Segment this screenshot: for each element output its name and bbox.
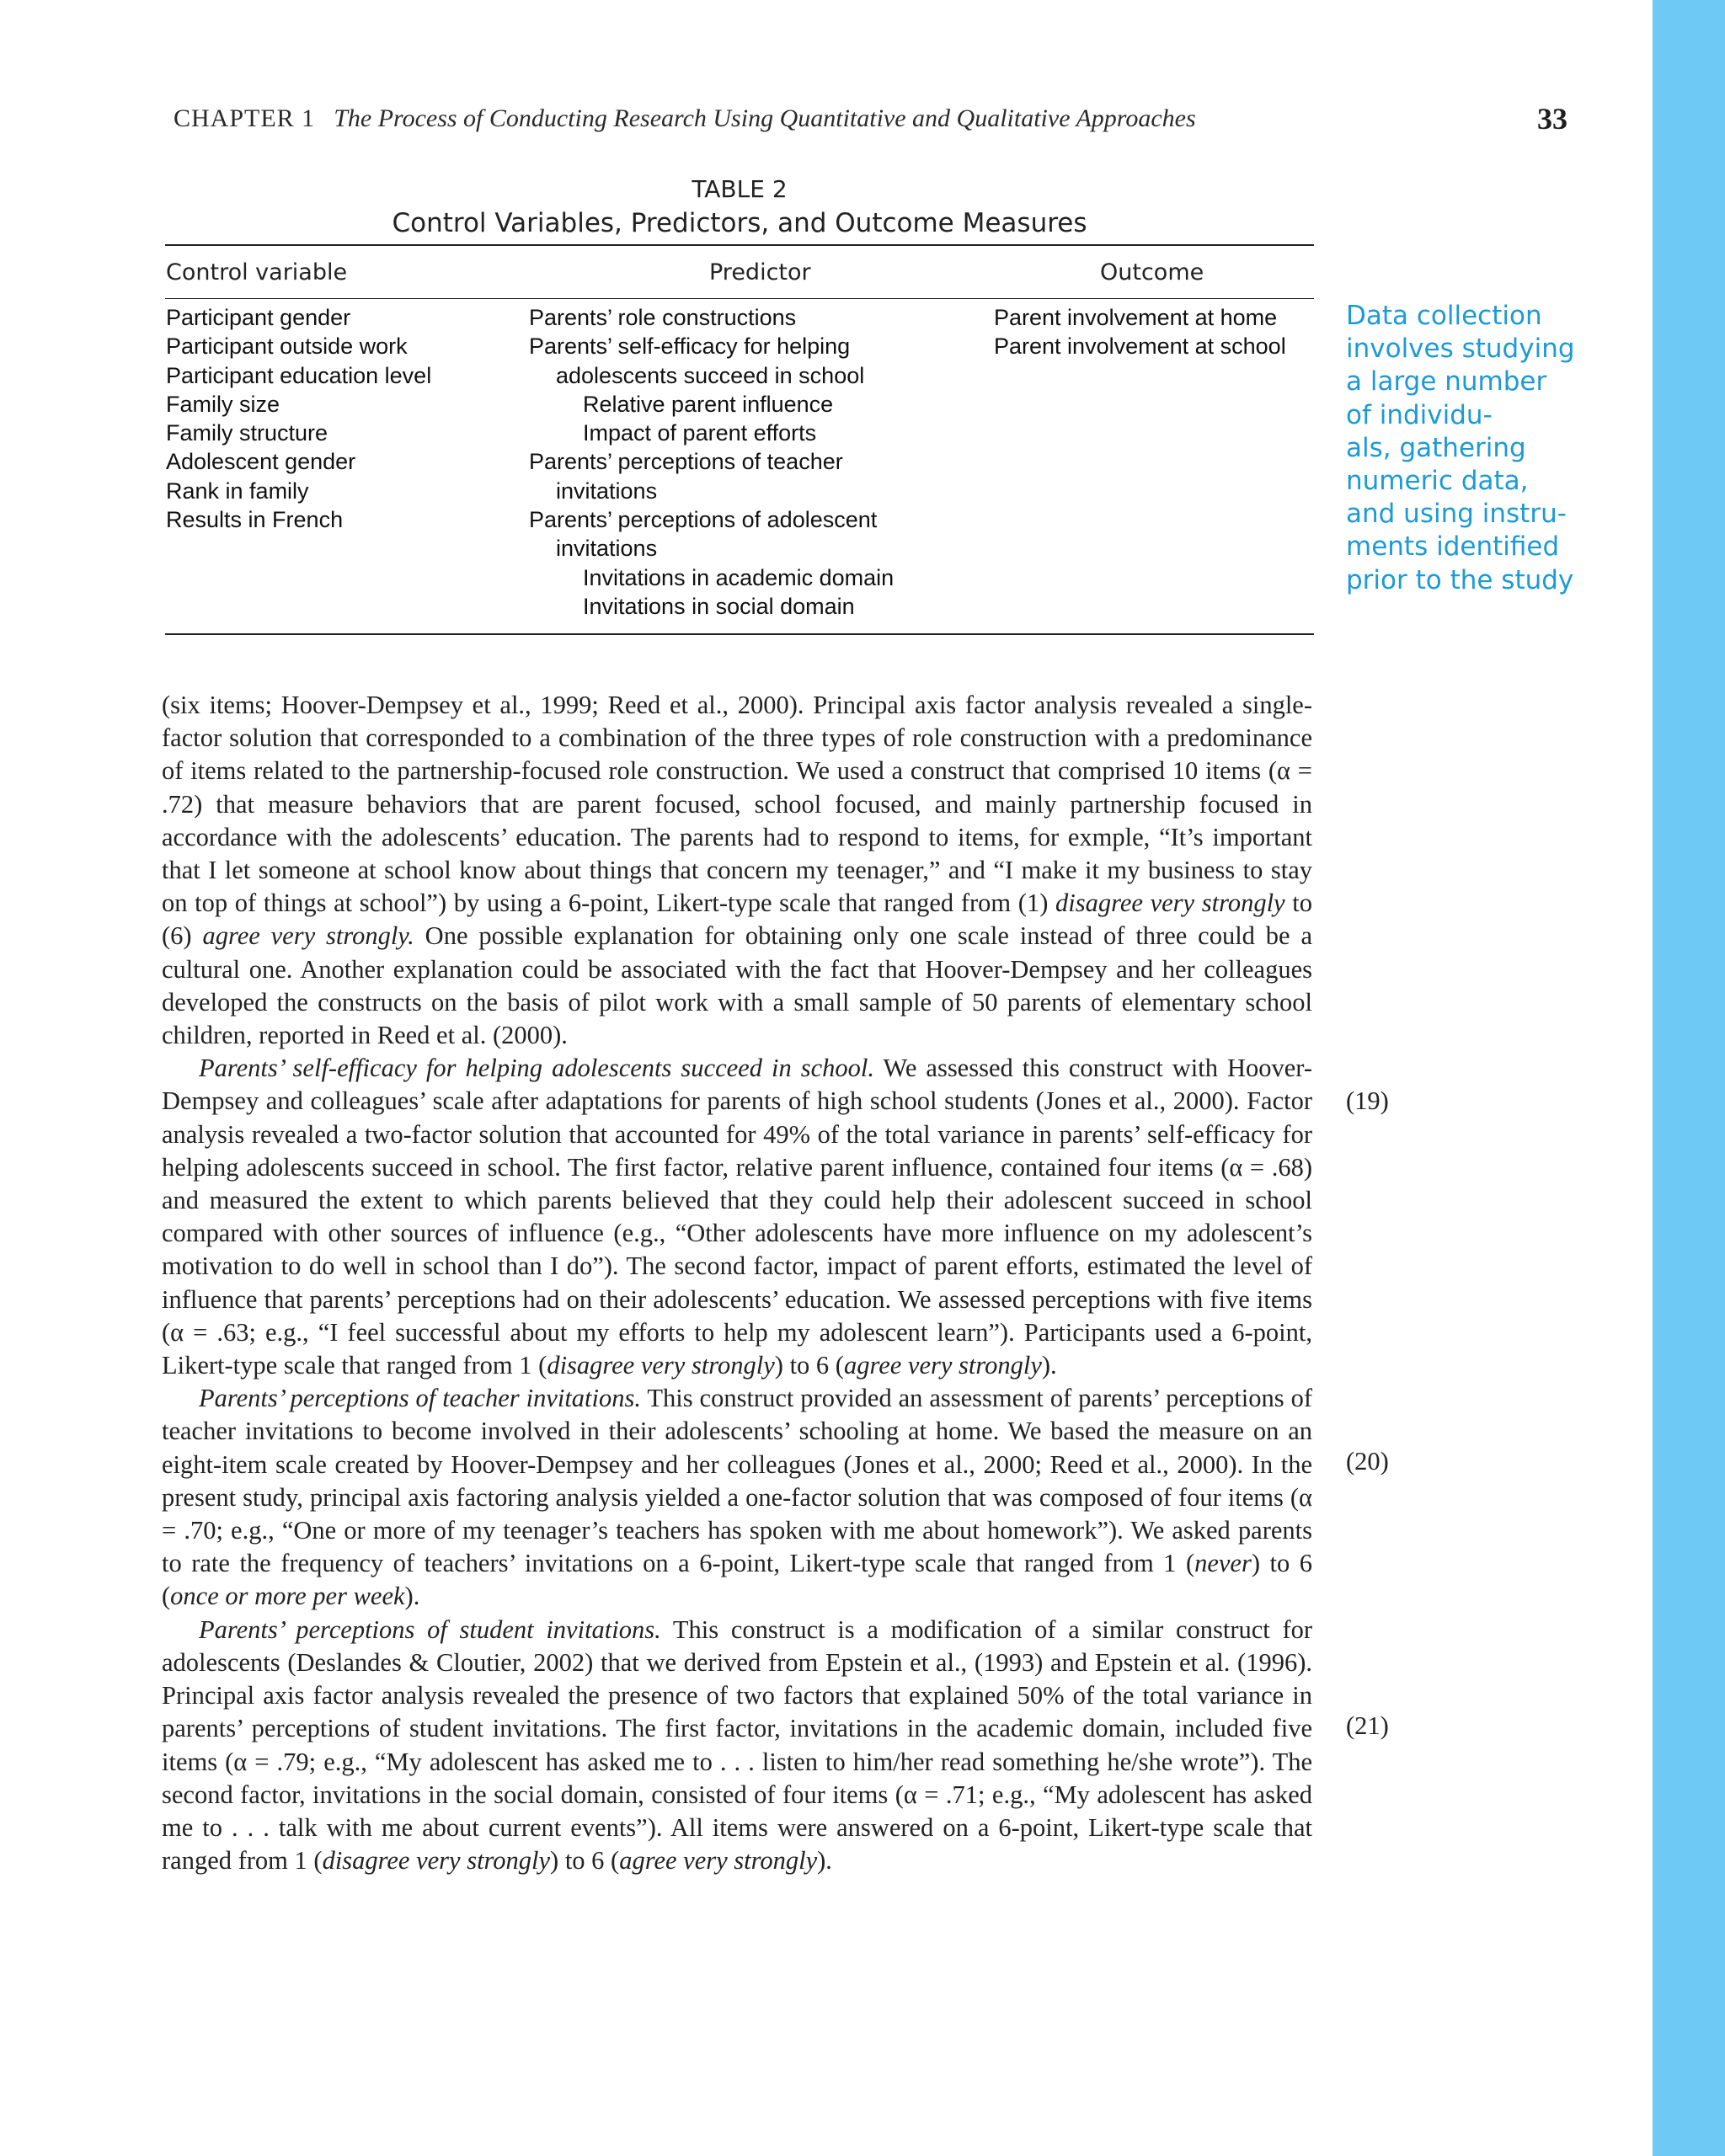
table-cell: adolescents succeed in school [556,362,865,388]
margin-note-line: a large number [1346,366,1547,398]
paragraph-text: One possible explanation for obtaining only one scale instead of three could be a cultural one. Another explanation could be associated with the fact that Hoover-Dempsey and her colleagues developed the constructs on the basis of pilot work with a small sample of 50 parents of elementary school children, reported in Reed et al. (2000). [162,921,1312,1050]
paragraph-number-21: (21) [1346,1711,1389,1740]
table-cell: Parent involvement at school [994,334,1286,360]
chapter-title: The Process of Conducting Research Using Quantitative and Qualitative Approaches [334,104,1196,132]
table-caption [165,173,1314,241]
paragraph-text: to (6) [162,889,1313,951]
paragraph-text: ) to 6 ( [550,1846,620,1876]
table-cell: Parents’ perceptions of teacher [529,449,843,475]
paragraph-teacher-invitations [162,1382,1312,1613]
italic-text: agree very strongly [619,1846,818,1876]
paragraph-text: ). [404,1582,420,1611]
table-cell: Relative parent influence [583,391,834,417]
paragraph-self-efficacy [162,1052,1312,1382]
page-edge-color-strip [1653,0,1725,2156]
column-header-control-variable: Control variable [166,259,348,286]
table-cell: Rank in family [166,478,309,504]
paragraph-heading: Parents’ perceptions of teacher invitations. [199,1384,642,1413]
body-text [162,689,1312,1877]
paragraph-heading: Parents’ self-efficacy for helping adolescents succeed in school. [199,1054,874,1083]
chapter-label: CHAPTER 1 [174,104,316,132]
table-top-rule [165,244,1314,246]
margin-note-line: ments identified [1346,531,1560,563]
table-bottom-rule [165,633,1314,635]
running-head [174,104,1353,138]
paragraph-text: (six items; Hoover-Dempsey et al., 1999; Reed et al., 2000). Principal axis factor analysis revealed a single-factor solution that corresponded to a combination of the three types of role construction with a predominance of items related to the partnership-focused role construction. We used a construct that comprised 10 items (α = .72) that measure behaviors that are parent focused, school focused, and mainly partnership focused in accordance with the adolescents’ education. The parents had to respond to items, for exmple, “It’s important that I let someone at school know about things that concern my teenager,” and “I make it my business to stay on top of things at school”) by using a 6-point, Likert-type scale that ranged from (1) [162,691,1312,918]
italic-text: agree very strongly [843,1351,1042,1380]
table-cell: Participant education level [166,362,432,388]
italic-text: once or more per week [170,1582,405,1611]
page-number: 33 [1537,102,1567,136]
table-cell: Invitations in academic domain [583,564,895,590]
margin-note-line: of individu- [1346,399,1493,430]
paragraph-number-20: (20) [1346,1447,1389,1476]
table-cell: Participant outside work [166,334,408,360]
table-cell: Parent involvement at home [994,305,1278,330]
paragraph-text: This construct provided an assessment of parents’ perceptions of teacher invitations to become involved in their adolescents’ schooling at home. We based the measure on an eight-item scale created by Hoover-Dempsey and her colleagues (Jones et al., 2000; Reed et al., 2000). In the present study, principal axis factoring analysis yielded a one-factor solution that was composed of four items (α = .70; e.g., “One or more of my teenager’s teachers has spoken with me about homework”). We asked parents to rate the frequency of teachers’ invitations on a 6-point, Likert-type scale that ranged from 1 ( [162,1384,1312,1578]
column-header-outcome: Outcome [1100,259,1204,286]
column-header-predictor: Predictor [709,259,811,286]
paragraph-text: This construct is a modification of a similar construct for adolescents (Deslandes & Cloutier, 2002) that we derived from Epstein et al., (1993) and Epstein et al. (1996). Principal axis factor analysis revealed the presence of two factors that explained 50% of the total variance in parents’ perceptions of student invitations. The first factor, invitations in the academic domain, included five items (α = .79; e.g., “My adolescent has asked me to . . . listen to him/her read something he/she wrote”). The second factor, invitations in the social domain, consisted of four items (α = .71; e.g., “My adolescent has asked me to . . . talk with me about current events”). All items were answered on a 6-point, Likert-type scale that ranged from 1 ( [162,1614,1313,1876]
table-header-rule [165,298,1314,299]
margin-note-line: prior to the study [1346,564,1574,595]
margin-note-line: involves studying [1346,334,1575,365]
table-cell: invitations [556,536,658,562]
table-cell: Family structure [166,420,328,446]
paragraph-text: ) to 6 ( [774,1351,844,1380]
table-cell: Family size [166,391,280,417]
margin-note-line: als, gathering [1346,432,1526,463]
table-title: Control Variables, Predictors, and Outcome Measures [392,208,1087,238]
table-cell: Invitations in social domain [583,593,855,619]
paragraph-text: ). [817,1846,832,1876]
paragraph-role-constructions [162,689,1312,1052]
italic-text: never [1194,1549,1252,1578]
table-number: TABLE 2 [692,175,788,203]
italic-text: disagree very strongly [322,1846,551,1876]
table-cell: invitations [556,478,658,504]
paragraph-text: ). [1041,1351,1057,1380]
paragraph-heading: Parents’ perceptions of student invitations. [199,1614,661,1644]
predictor-column [529,303,894,621]
table-cell: Parents’ self-efficacy for helping [529,334,851,360]
italic-text: agree very strongly. [202,921,414,951]
italic-text: disagree very strongly [1055,889,1285,918]
margin-note-line: numeric data, [1346,466,1529,497]
control-variable-column [166,303,431,534]
outcome-column [994,303,1286,361]
margin-note-line: and using instru- [1346,499,1567,530]
paragraph-text: ) to 6 ( [162,1549,1312,1611]
table-cell: Impact of parent efforts [583,420,817,446]
table-cell: Parents’ role constructions [529,305,797,330]
paragraph-student-invitations [162,1614,1312,1878]
table-cell: Participant gender [166,305,351,330]
table-cell: Parents’ perceptions of adolescent [529,507,878,533]
margin-note [1346,300,1624,597]
margin-note-line: Data collection [1346,301,1542,331]
paragraph-text: We assessed this construct with Hoover-Dempsey and colleagues’ scale after adaptations for parents of high school students (Jones et al., 2000). Factor analysis revealed a two-factor solution that accounted for 49% of the total variance in parents’ self-efficacy for helping adolescents succeed in school. The first factor, relative parent influence, contained four items (α = .68) and measured the extent to which parents believed that they could help their adolescent succeed in school compared with other sources of influence (e.g., “Other adolescents have more influence on my adolescent’s motivation to do well in school than I do”). The second factor, impact of parent efforts, estimated the level of influence that parents’ perceptions had on their adolescents’ education. We assessed perceptions with five items (α = .63; e.g., “I feel successful about my efforts to help my adolescent learn”). Participants used a 6-point, Likert-type scale that ranged from 1 ( [162,1054,1313,1380]
italic-text: disagree very strongly [547,1351,775,1380]
table-cell: Results in French [166,507,344,533]
paragraph-number-19: (19) [1346,1086,1389,1115]
table-cell: Adolescent gender [166,449,356,475]
